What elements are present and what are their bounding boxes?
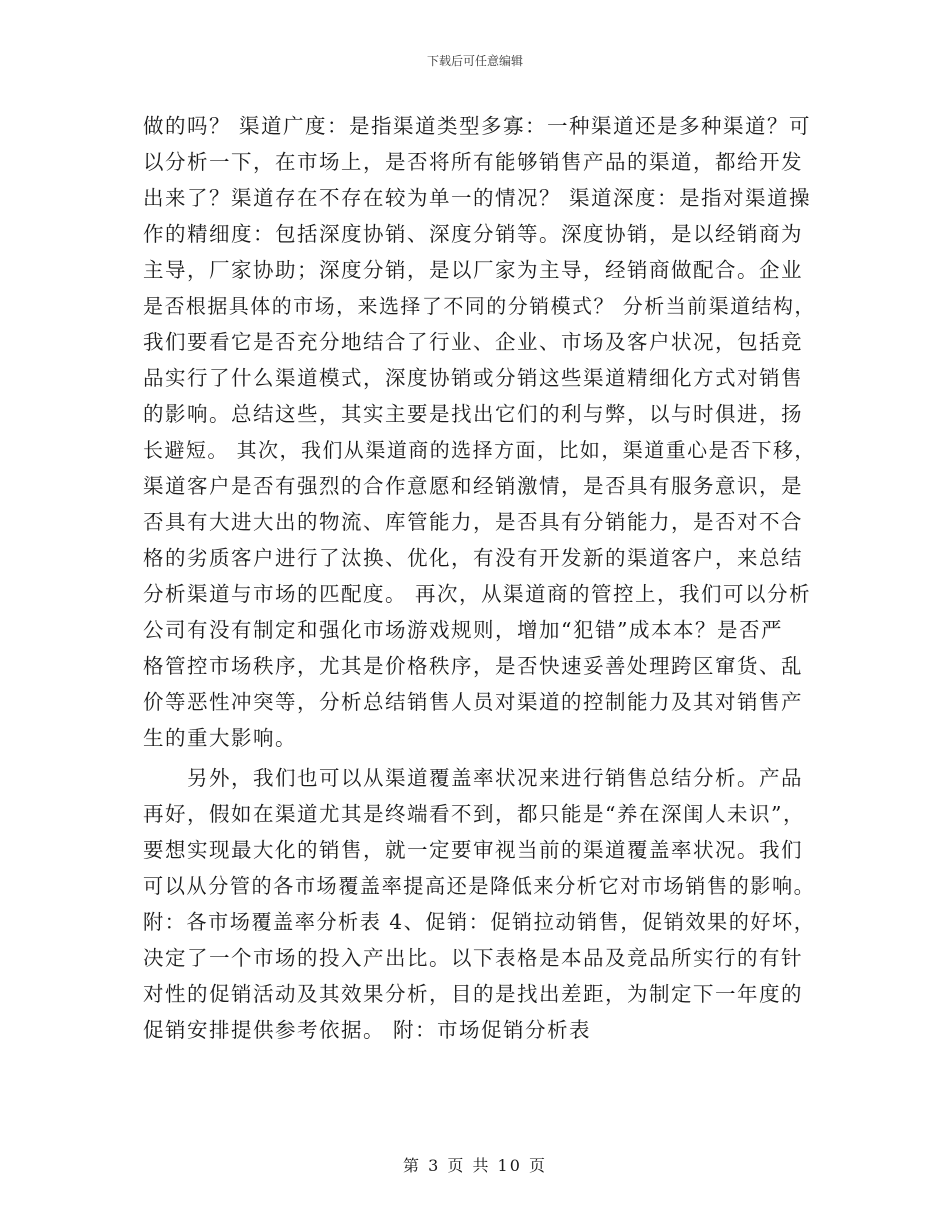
text-line: 生的重大影响。 (143, 726, 297, 750)
page-number: 第 3 页 共 10 页 (403, 1156, 547, 1175)
text-line: 格管控市场秩序，尤其是价格秩序，是否快速妥善处理跨区窜货、乱 (143, 654, 803, 678)
text-line: 可以从分管的各市场覆盖率提高还是降低来分析它对市场销售的影响。 (143, 874, 816, 898)
text-line: 对性的促销活动及其效果分析，目的是找出差距，为制定下一年度的 (143, 982, 803, 1006)
text-line: 否具有大进大出的物流、库管能力，是否具有分销能力，是否对不合 (143, 510, 803, 534)
text-line: 价等恶性冲突等，分析总结销售人员对渠道的控制能力及其对销售产 (143, 690, 803, 714)
text-line: 主导，厂家协助；深度分销，是以厂家为主导，经销商做配合。企业 (143, 258, 803, 282)
text-line: 做的吗？ 渠道广度：是指渠道类型多寡：一种渠道还是多种渠道？可 (143, 114, 812, 138)
text-line: 出来了？渠道存在不存在较为单一的情况？ 渠道深度：是指对渠道操 (143, 186, 812, 210)
text-line: 分析渠道与市场的匹配度。 再次，从渠道商的管控上，我们可以分析 (143, 582, 812, 606)
text-line: 公司有没有制定和强化市场游戏规则，增加“犯错”成本本？是否严 (143, 618, 783, 642)
text-line: 再好，假如在渠道尤其是终端看不到，都只能是“养在深闺人未识”， (143, 802, 805, 826)
text-line: 另外，我们也可以从渠道覆盖率状况来进行销售总结分析。产品 (143, 766, 803, 790)
page-header: 下载后可任意编辑 (426, 54, 523, 68)
text-line: 长避短。 其次，我们从渠道商的选择方面，比如，渠道重心是否下移， (143, 438, 816, 462)
text-line: 以分析一下，在市场上，是否将所有能够销售产品的渠道，都给开发 (143, 150, 803, 174)
text-line: 决定了一个市场的投入产出比。以下表格是本品及竞品所实行的有针 (143, 946, 803, 970)
text-line: 的影响。总结这些，其实主要是找出它们的利与弊，以与时俱进，扬 (143, 402, 803, 426)
text-line: 格的劣质客户进行了汰换、优化，有没有开发新的渠道客户，来总结 (143, 546, 803, 570)
text-line: 是否根据具体的市场，来选择了不同的分销模式？ 分析当前渠道结构， (143, 294, 816, 318)
text-line: 我们要看它是否充分地结合了行业、企业、市场及客户状况，包括竞 (143, 330, 803, 354)
text-line: 品实行了什么渠道模式，深度协销或分销这些渠道精细化方式对销售 (143, 366, 803, 390)
text-line: 促销安排提供参考依据。 附：市场促销分析表 (143, 1018, 592, 1042)
text-line: 渠道客户是否有强烈的合作意愿和经销激情，是否具有服务意识，是 (143, 474, 803, 498)
text-line: 作的精细度：包括深度协销、深度分销等。深度协销，是以经销商为 (143, 222, 803, 246)
text-line: 要想实现最大化的销售，就一定要审视当前的渠道覆盖率状况。我们 (143, 838, 803, 862)
text-line: 附：各市场覆盖率分析表 4、促销：促销拉动销售，促销效果的好坏， (143, 910, 816, 934)
